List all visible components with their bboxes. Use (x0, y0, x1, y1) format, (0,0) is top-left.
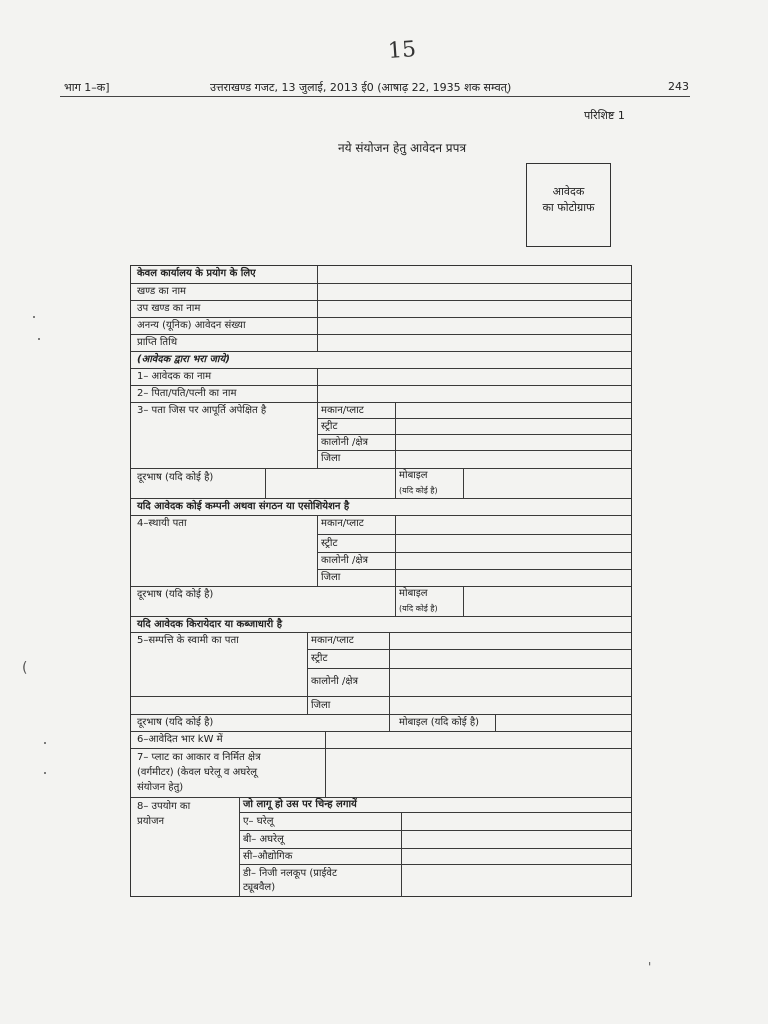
colony-field-3[interactable] (391, 669, 629, 695)
house-label-3: मकान/प्लाट (311, 635, 354, 646)
owner-address-label: 5–सम्पत्ति के स्वामी का पता (137, 635, 239, 646)
domestic-checkbox-cell[interactable] (403, 813, 629, 829)
scan-dot (38, 338, 40, 340)
photo-box[interactable] (526, 163, 611, 247)
house-label: मकान/प्लाट (321, 405, 364, 416)
scan-tick-mark: ' (648, 960, 652, 974)
mobile-if-any-label-2: (यदि कोई है) (399, 604, 438, 613)
tubewell-checkbox-cell[interactable] (403, 865, 629, 895)
application-form-table (130, 265, 632, 897)
subdivision-label: उप खण्ड का नाम (137, 303, 201, 314)
colony-label-2: कालोनी /क्षेत्र (321, 555, 369, 566)
unique-application-no-label: अनन्य (यूनिक) आवेदन संख्या (137, 320, 246, 331)
street-label-2: स्ट्रीट (321, 538, 338, 549)
appendix-label: परिशिष्ट 1 (584, 109, 625, 122)
office-use-heading: केवल कार्यालय के प्रयोग के लिए (137, 268, 256, 279)
photo-label-2: का फोटोग्राफ (542, 201, 595, 214)
supply-address-label: 3– पता जिस पर आपूर्ति अपेक्षित है (137, 405, 267, 416)
street-field-3[interactable] (391, 650, 629, 667)
house-field-3[interactable] (391, 633, 629, 648)
division-label: खण्ड का नाम (137, 286, 187, 297)
purpose-label-line2: प्रयोजन (137, 816, 165, 827)
plot-label-line2: (वर्गमीटर) (केवल घरेलू व अघरेलू (137, 767, 258, 778)
mobile-field[interactable] (465, 469, 629, 497)
header-rule (60, 96, 690, 97)
relation-name-field[interactable] (319, 386, 629, 401)
office-use-field[interactable] (319, 267, 629, 282)
district-label-2: जिला (321, 572, 341, 583)
non-domestic-checkbox-cell[interactable] (403, 831, 629, 847)
applicant-name-label: 1– आवेदक का नाम (137, 371, 212, 382)
colony-field-2[interactable] (397, 553, 629, 568)
scan-dot (44, 742, 46, 744)
phone-label-2: दूरभाष (यदि कोई है) (137, 589, 214, 600)
mobile-if-any-label: (यदि कोई है) (399, 486, 438, 495)
phone-label: दूरभाष (यदि कोई है) (137, 472, 214, 483)
scan-hole-mark: ( (22, 660, 28, 676)
phone-label-3: दूरभाष (यदि कोई है) (137, 717, 214, 728)
purpose-option-tubewell-line1: डी– निजी नलकूप (प्राईवेट (243, 868, 338, 879)
subdivision-field[interactable] (319, 301, 629, 316)
plot-label-line3: संयोजन हेतु) (137, 782, 184, 793)
purpose-option-tubewell-line2: ट्यूबवैल) (243, 882, 276, 893)
district-field-3[interactable] (391, 697, 629, 713)
street-label-3: स्ट्रीट (311, 653, 328, 664)
purpose-option-domestic: ए– घरेलू (243, 816, 274, 827)
scan-dot (33, 316, 35, 318)
mobile-label: मोबाइल (399, 470, 428, 481)
colony-label: कालोनी /क्षेत्र (321, 437, 369, 448)
phone-field[interactable] (267, 469, 393, 497)
plot-label-line1: 7– प्लाट का आकार व निर्मित क्षेत्र (137, 752, 261, 763)
purpose-option-non-domestic: बी– अघरेलू (243, 834, 284, 845)
receipt-date-field[interactable] (319, 335, 629, 350)
handwritten-page-mark: 15 (387, 37, 417, 64)
relation-name-label: 2– पिता/पति/पत्नी का नाम (137, 388, 237, 399)
purpose-instruction: जो लागू हो उस पर चिन्ह लगायें (243, 799, 357, 810)
district-label: जिला (321, 453, 341, 464)
mobile-if-any-label-3: मोबाइल (यदि कोई है) (399, 717, 480, 728)
street-label: स्ट्रीट (321, 421, 338, 432)
colony-label-3: कालोनी /क्षेत्र (311, 676, 359, 687)
district-field[interactable] (397, 451, 629, 467)
street-field[interactable] (397, 419, 629, 433)
unique-application-no-field[interactable] (319, 318, 629, 333)
phone-field-3[interactable] (133, 715, 387, 730)
purpose-label-line1: 8– उपयोग का (137, 801, 191, 812)
company-section-heading: यदि आवेदक कोई कम्पनी अथवा संगठन या एसोशियेशन है (137, 501, 350, 512)
load-field[interactable] (327, 732, 629, 747)
scan-dot (44, 772, 46, 774)
permanent-address-label: 4–स्थायी पता (137, 518, 187, 529)
purpose-option-industrial: सी–औद्योगिक (243, 851, 293, 862)
mobile-field-2[interactable] (465, 587, 629, 615)
mobile-label-2: मोबाइल (399, 588, 428, 599)
header-page-number: 243 (668, 80, 689, 93)
header-gazette-title: उत्तराखण्ड गजट, 13 जुलाई, 2013 ई0 (आषाढ़ 22, 1935 शक सम्वत्) (210, 81, 512, 94)
plot-size-field[interactable] (327, 749, 629, 796)
applicant-name-field[interactable] (319, 369, 629, 384)
house-field[interactable] (397, 403, 629, 417)
mobile-field-3[interactable] (497, 715, 629, 730)
applicant-section-heading: (आवेदक द्वारा भरा जाये) (137, 354, 230, 365)
phone-field-2[interactable] (133, 602, 393, 615)
colony-field[interactable] (397, 435, 629, 449)
form-title: नये संयोजन हेतु आवेदन प्रपत्र (338, 141, 467, 155)
industrial-checkbox-cell[interactable] (403, 849, 629, 863)
street-field-2[interactable] (397, 535, 629, 551)
house-field-2[interactable] (397, 516, 629, 533)
tenant-section-heading: यदि आवेदक किरायेदार या कब्जाधारी है (137, 619, 283, 630)
district-field-2[interactable] (397, 570, 629, 585)
receipt-date-label: प्राप्ति तिथि (137, 337, 178, 348)
header-part: भाग 1–क] (64, 81, 110, 94)
load-label: 6–आवेदित भार kW में (137, 734, 223, 745)
district-label-3: जिला (311, 700, 331, 711)
division-field[interactable] (319, 284, 629, 299)
photo-label-1: आवेदक (552, 185, 585, 198)
house-label-2: मकान/प्लाट (321, 518, 364, 529)
